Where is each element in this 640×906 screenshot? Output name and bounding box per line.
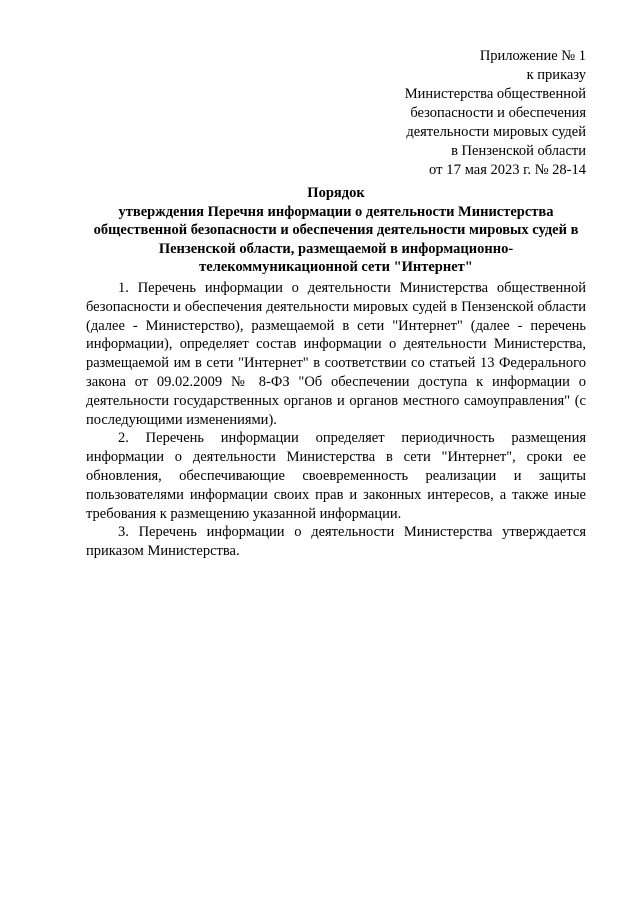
document-title	[86, 184, 586, 277]
appendix-region: в Пензенской области	[451, 143, 586, 159]
title-line-1: Порядок	[307, 185, 365, 201]
title-line-3: общественной безопасности и обеспечения деятельности мировых судей в	[93, 222, 579, 238]
title-line-2: утверждения Перечня информации о деятельности Министерства	[118, 203, 554, 220]
appendix-date-line	[346, 161, 586, 180]
date-prefix: от	[429, 162, 443, 178]
appendix-ministry-line2: безопасности и обеспечения	[410, 105, 586, 121]
title-line-4: Пензенской области, размещаемой в информационно-	[158, 240, 514, 257]
appendix-ministry-line1: Министерства общественной	[404, 86, 586, 102]
appendix-order-ref: к приказу	[526, 67, 586, 83]
date-month-year: мая 2023	[464, 162, 520, 178]
date-day: 17	[446, 162, 462, 178]
appendix-ministry-line3: деятельности мировых судей	[406, 124, 586, 140]
appendix-header	[346, 47, 586, 180]
paragraph-2: 2. Перечень информации определяет периодичность размещения информации о деятельности Министерства в сети "Интернет", сроки ее обновления, обеспечивающие своевременность реализации и защиты пользователями информации своих прав и законных интересов, а также иные требования к размещению указанной информации.	[86, 430, 586, 522]
appendix-number: Приложение № 1	[479, 48, 586, 64]
date-order-number: г. № 28-14	[523, 162, 586, 178]
document-body	[86, 279, 586, 561]
paragraph-3: 3. Перечень информации о деятельности Министерства утверждается приказом Министерства.	[86, 524, 586, 560]
paragraph-1: 1. Перечень информации о деятельности Министерства общественной безопасности и обеспечения деятельности мировых судей в Пензенской области (далее - Министерство), размещаемой в сети "Интернет" (далее - перечень информации), определяет состав информации о деятельности Министерства, размещаемой им в сети "Интернет" в соответствии со статьей 13 Федерального закона от 09.02.2009 № 8-ФЗ "Об обеспечении доступа к информации о деятельности государственных органов и органов местного самоуправления" (с последующими изменениями).	[86, 280, 586, 428]
title-line-5: телекоммуникационной сети "Интернет"	[199, 259, 473, 275]
